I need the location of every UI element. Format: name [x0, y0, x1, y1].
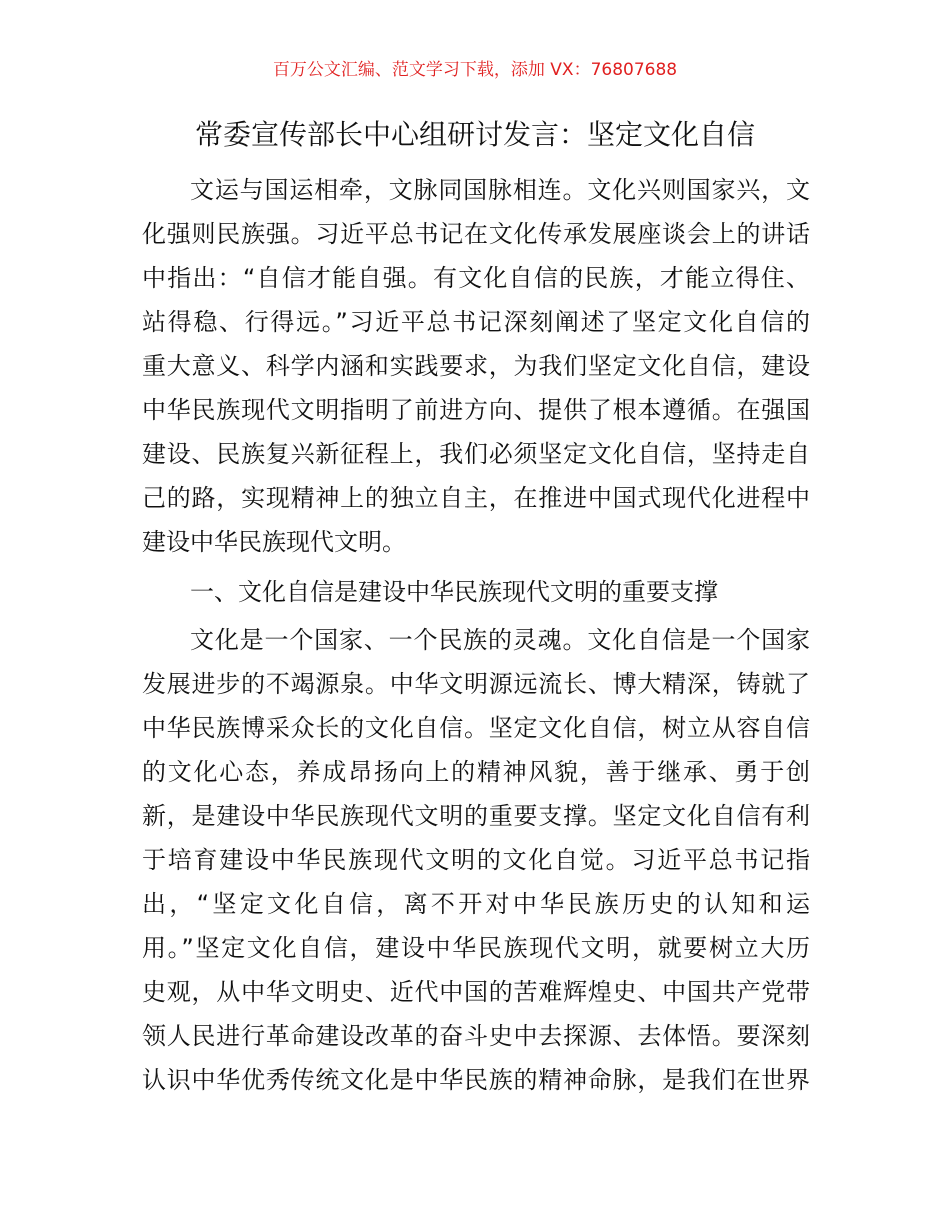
text-line: 领人民进行革命建设改革的奋斗史中去探源、去体悟。要深刻 [142, 1022, 810, 1050]
text-line: 文化是一个国家、一个民族的灵魂。文化自信是一个国家 [190, 626, 810, 654]
text-line: 发展进步的不竭源泉。中华文明源远流长、博大精深，铸就了 [142, 670, 810, 698]
text-line: 史观，从中华文明史、近代中国的苦难辉煌史、中国共产党带 [142, 978, 810, 1006]
text-line: 新，是建设中华民族现代文明的重要支撑。坚定文化自信有利 [142, 802, 810, 830]
section-1-heading: 一、文化自信是建设中华民族现代文明的重要支撑 [190, 578, 718, 606]
paragraph-1 [142, 168, 810, 564]
text-line: 于培育建设中华民族现代文明的文化自觉。习近平总书记指 [142, 846, 810, 874]
text-line: 的文化心态，养成昂扬向上的精神风貌，善于继承、勇于创 [142, 758, 810, 786]
text-line: 中华民族博采众长的文化自信。坚定文化自信，树立从容自信 [142, 714, 810, 742]
paragraph-2 [142, 618, 810, 1102]
text-line: 己的路，实现精神上的独立自主，在推进中国式现代化进程中 [142, 484, 810, 512]
text-line: 文运与国运相牵，文脉同国脉相连。文化兴则国家兴，文 [190, 176, 810, 204]
text-line: 化强则民族强。习近平总书记在文化传承发展座谈会上的讲话 [142, 220, 810, 248]
text-line: 重大意义、科学内涵和实践要求，为我们坚定文化自信，建设 [142, 352, 810, 380]
watermark-header: 百万公文汇编、范文学习下载，添加 VX：76807688 [272, 60, 678, 80]
document-title: 常委宣传部长中心组研讨发言：坚定文化自信 [194, 118, 755, 151]
text-line: 站得稳、行得远。”习近平总书记深刻阐述了坚定文化自信的 [142, 308, 810, 336]
text-line: 用。”坚定文化自信，建设中华民族现代文明，就要树立大历 [142, 934, 810, 962]
text-line: 认识中华优秀传统文化是中华民族的精神命脉，是我们在世界 [142, 1066, 810, 1094]
text-line: 中指出：“自信才能自强。有文化自信的民族，才能立得住、 [142, 264, 810, 292]
text-line: 建设中华民族现代文明。 [142, 528, 406, 556]
text-line: 出，“坚定文化自信，离不开对中华民族历史的认知和运 [142, 890, 810, 918]
text-line: 中华民族现代文明指明了前进方向、提供了根本遵循。在强国 [142, 396, 810, 424]
section-heading [142, 570, 810, 614]
text-line: 建设、民族复兴新征程上，我们必须坚定文化自信，坚持走自 [142, 440, 810, 468]
